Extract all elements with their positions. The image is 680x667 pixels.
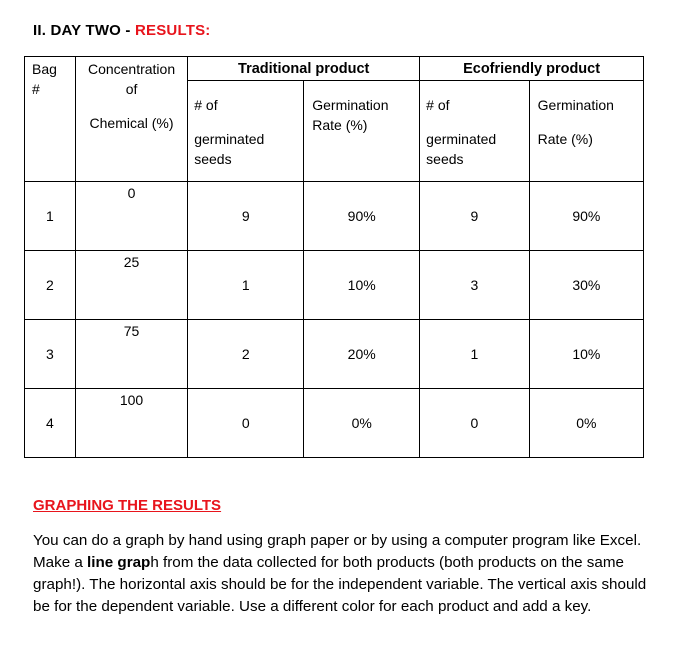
cell-concentration: 25 [75, 251, 187, 320]
cell-bag: 1 [25, 182, 76, 251]
results-table [24, 56, 644, 458]
header-eco-germinated [420, 81, 530, 182]
cell-concentration: 0 [75, 182, 187, 251]
header-traditional: Traditional product [188, 57, 420, 81]
graphing-instructions [33, 530, 663, 618]
header-eco-germ-line1: # of [426, 97, 450, 113]
header-eco-germ-line3: seeds [426, 151, 464, 167]
instructions-bold: line grap [87, 554, 151, 571]
cell-eco-rate: 90% [529, 182, 643, 251]
section-heading [33, 22, 210, 39]
table-row [25, 182, 644, 251]
heading-highlight: RESULTS: [134, 22, 211, 39]
cell-trad-germinated: 9 [188, 182, 304, 251]
cell-trad-rate: 20% [304, 320, 420, 389]
cell-eco-rate: 0% [529, 389, 643, 458]
cell-concentration: 100 [75, 389, 187, 458]
header-trad-rate-line1: Germination [312, 97, 389, 113]
header-eco-germ-line2: germinated [426, 131, 497, 147]
cell-trad-germinated: 0 [188, 389, 304, 458]
header-bag [25, 57, 76, 182]
header-bag-line1: Bag [32, 61, 57, 77]
cell-trad-rate: 0% [304, 389, 420, 458]
header-conc-line3: Chemical (%) [89, 115, 174, 131]
header-trad-germ-line2: germinated [194, 131, 265, 147]
cell-eco-germinated: 0 [420, 389, 530, 458]
cell-trad-germinated: 1 [188, 251, 304, 320]
cell-bag: 2 [25, 251, 76, 320]
header-conc-line2: of [125, 81, 138, 97]
header-concentration [75, 57, 187, 182]
cell-eco-germinated: 1 [420, 320, 530, 389]
cell-eco-rate: 10% [529, 320, 643, 389]
cell-concentration: 75 [75, 320, 187, 389]
cell-eco-rate: 30% [529, 251, 643, 320]
table-row [25, 251, 644, 320]
header-trad-germ-line1: # of [194, 97, 218, 113]
header-ecofriendly: Ecofriendly product [420, 57, 644, 81]
header-bag-line2: # [32, 81, 40, 97]
header-eco-rate-line1: Germination [537, 97, 614, 113]
cell-trad-rate: 10% [304, 251, 420, 320]
cell-bag: 4 [25, 389, 76, 458]
header-trad-germinated [188, 81, 304, 182]
cell-eco-germinated: 3 [420, 251, 530, 320]
cell-trad-rate: 90% [304, 182, 420, 251]
instructions-part1: You can do a graph by hand using graph paper or by using a computer program like Excel. Make a [33, 532, 642, 571]
header-conc-line1: Concentration [87, 61, 176, 77]
heading-prefix: II. DAY TWO - [33, 22, 135, 39]
header-eco-rate-line2: Rate (%) [537, 131, 593, 147]
header-trad-rate [304, 81, 420, 182]
table-row [25, 320, 644, 389]
table-row [25, 389, 644, 458]
cell-eco-germinated: 9 [420, 182, 530, 251]
graphing-title: GRAPHING THE RESULTS [33, 497, 222, 514]
header-trad-rate-line2: Rate (%) [312, 117, 368, 133]
instructions-part2: h from the data collected for both products (both products on the same graph!). The horizontal axis should be for the independent variable. The vertical axis should be for the dependent variable. Use a different color for each product and add a key. [33, 554, 647, 615]
cell-bag: 3 [25, 320, 76, 389]
header-eco-rate [529, 81, 643, 182]
cell-trad-germinated: 2 [188, 320, 304, 389]
header-trad-germ-line3: seeds [194, 151, 232, 167]
